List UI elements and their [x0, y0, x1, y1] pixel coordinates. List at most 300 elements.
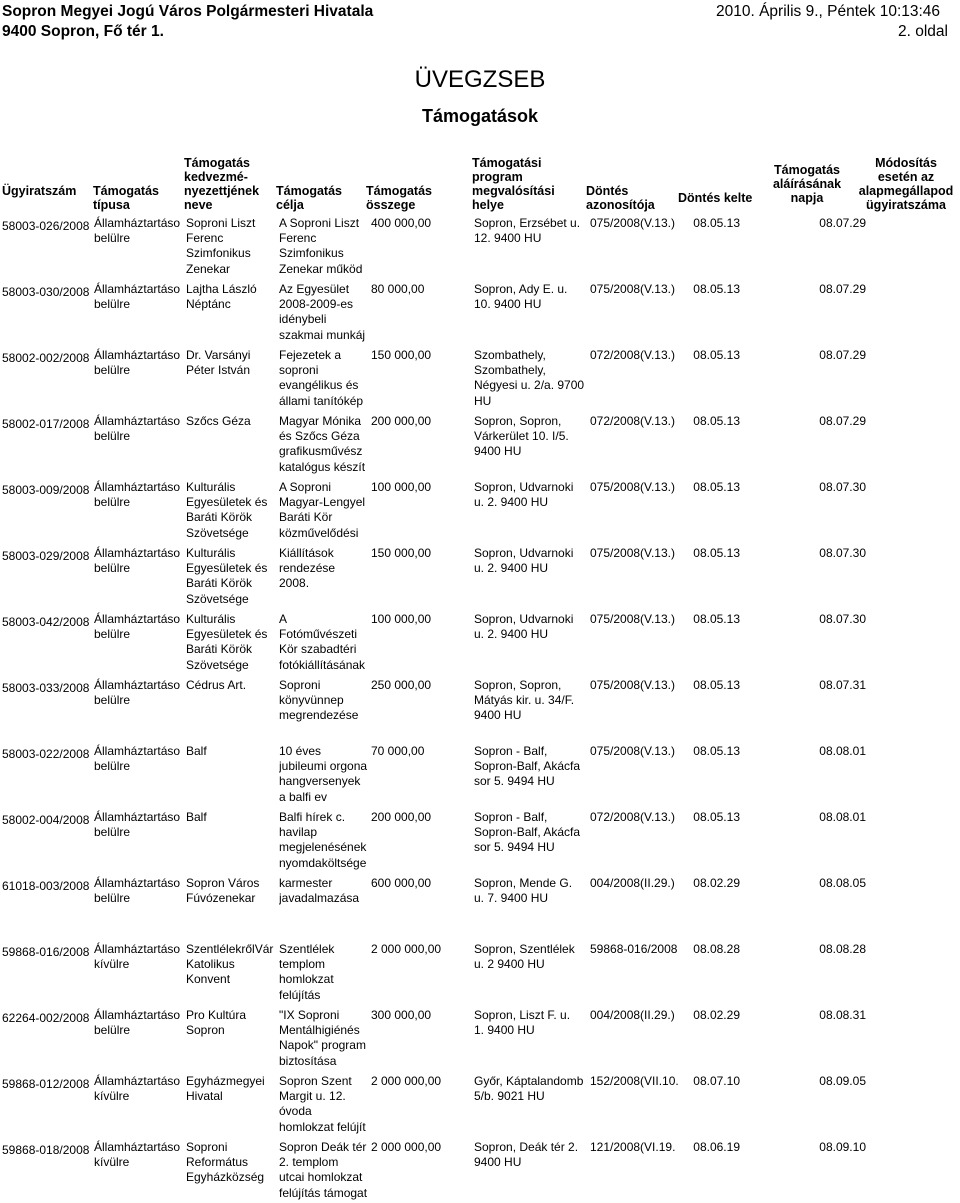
- cell-line: 004/2008(II.29.): [590, 876, 675, 890]
- cell-line: Szövetsége: [186, 657, 249, 672]
- cell-line: Államháztartáso: [94, 876, 181, 890]
- cell-decision-date: [690, 546, 740, 561]
- cell-support-type: [94, 216, 186, 246]
- cell-line: Kulturális: [186, 480, 236, 494]
- cell-line: u. 2. 9400 HU: [474, 627, 549, 642]
- cell-location: [474, 480, 588, 510]
- cell-line: 58003-022/2008: [2, 747, 90, 761]
- cell-line: 5/b. 9021 HU: [474, 1089, 545, 1104]
- cell-purpose: [279, 480, 371, 541]
- cell-location: [474, 876, 588, 906]
- cell-line: havilap: [279, 825, 318, 840]
- cell-amount: [371, 678, 471, 693]
- cell-recipient: [186, 282, 278, 312]
- cell-line: Sopron, Erzsébet u.: [474, 216, 581, 230]
- cell-line: 59868-016/2008: [2, 945, 90, 959]
- cell-location: [474, 1074, 588, 1104]
- cell-case-number: [2, 813, 98, 828]
- cell-signing-date: [780, 282, 866, 297]
- cell-line: 58003-026/2008: [2, 219, 90, 233]
- cell-support-type: [94, 414, 186, 444]
- cell-purpose: [279, 744, 371, 805]
- cell-line: Sopron Deák tér: [279, 1140, 367, 1154]
- cell-line: idénybeli: [279, 312, 327, 327]
- cell-line: belülre: [94, 297, 131, 312]
- cell-line: 08.08.28: [819, 942, 866, 956]
- cell-decision-id: [590, 282, 690, 297]
- col-header-decision: Döntés azonosítója: [586, 184, 655, 212]
- cell-signing-date: [780, 414, 866, 429]
- cell-line: Balf: [186, 810, 207, 824]
- cell-line: 08.08.01: [819, 744, 866, 758]
- cell-line: belülre: [94, 231, 131, 246]
- cell-line: 08.09.05: [819, 1074, 866, 1088]
- cell-line: 08.02.29: [693, 876, 740, 890]
- cell-line: 59868-016/2008: [590, 942, 678, 956]
- cell-purpose: [279, 612, 371, 673]
- cell-location: [474, 216, 588, 246]
- cell-line: Sopron, Udvarnoki: [474, 546, 574, 560]
- cell-amount: [371, 612, 471, 627]
- cell-support-type: [94, 546, 186, 576]
- cell-line: u. 2. 9400 HU: [474, 495, 549, 510]
- cell-line: és Szőcs Géza: [279, 429, 360, 444]
- cell-line: 08.07.30: [819, 612, 866, 626]
- cell-line: 08.08.28: [693, 942, 740, 956]
- cell-line: Sopron - Balf,: [474, 744, 548, 758]
- cell-line: 80 000,00: [371, 282, 425, 296]
- cell-line: 08.06.19: [693, 1140, 740, 1154]
- cell-line: Napok" program: [279, 1038, 366, 1053]
- cell-line: 075/2008(V.13.): [590, 216, 675, 230]
- cell-line: 072/2008(V.13.): [590, 810, 675, 824]
- cell-line: belülre: [94, 759, 131, 774]
- cell-line: megrendezése: [279, 708, 359, 723]
- cell-line: 200 000,00: [371, 810, 432, 824]
- cell-line: 100 000,00: [371, 480, 432, 494]
- cell-location: [474, 678, 588, 724]
- cell-line: 300 000,00: [371, 1008, 432, 1022]
- cell-line: Sopron - Balf,: [474, 810, 548, 824]
- cell-line: Sopron: [186, 1023, 225, 1038]
- cell-decision-date: [690, 1074, 740, 1089]
- cell-decision-id: [590, 744, 690, 759]
- org-name: Sopron Megyei Jogú Város Polgármesteri Hivatala: [2, 3, 374, 20]
- cell-decision-id: [590, 1074, 690, 1089]
- cell-line: homlokzat felújít: [279, 1119, 366, 1134]
- cell-line: 2. templom: [279, 1155, 339, 1170]
- cell-line: Magyar Mónika: [279, 414, 362, 428]
- cell-case-number: [2, 747, 98, 762]
- cell-line: 200 000,00: [371, 414, 432, 428]
- cell-line: Református: [186, 1155, 249, 1170]
- cell-support-type: [94, 678, 186, 708]
- cell-decision-id: [590, 942, 690, 957]
- cell-line: 100 000,00: [371, 612, 432, 626]
- cell-line: Államháztartáso: [94, 678, 181, 692]
- col-header-id: Ügyiratszám: [2, 184, 77, 198]
- cell-line: 58003-030/2008: [2, 285, 90, 299]
- cell-amount: [371, 876, 471, 891]
- cell-recipient: [186, 480, 278, 541]
- cell-decision-id: [590, 546, 690, 561]
- cell-recipient: [186, 348, 278, 378]
- cell-line: 152/2008(VII.10.: [590, 1074, 679, 1088]
- cell-decision-id: [590, 876, 690, 891]
- cell-line: Kiállítások: [279, 546, 334, 560]
- cell-line: 075/2008(V.13.): [590, 546, 675, 560]
- cell-line: 9400 HU: [474, 1155, 522, 1170]
- cell-line: 9400 HU: [474, 708, 522, 723]
- cell-line: Sopron, Udvarnoki: [474, 480, 574, 494]
- cell-signing-date: [780, 942, 866, 957]
- page-subtitle: Támogatások: [421, 106, 539, 126]
- cell-line: Várkerület 10. I/5.: [474, 429, 569, 444]
- cell-signing-date: [780, 546, 866, 561]
- cell-line: SzentlélekrőlVár: [186, 942, 274, 956]
- cell-line: Államháztartáso: [94, 348, 181, 362]
- cell-line: Kulturális: [186, 612, 236, 626]
- cell-line: Kulturális: [186, 546, 236, 560]
- cell-line: 08.07.30: [819, 480, 866, 494]
- cell-line: belülre: [94, 1023, 131, 1038]
- cell-line: 150 000,00: [371, 546, 432, 560]
- cell-line: Szimfonikus: [186, 246, 251, 261]
- cell-signing-date: [780, 1008, 866, 1023]
- cell-location: [474, 1008, 588, 1038]
- cell-purpose: [279, 1074, 371, 1135]
- cell-line: 2008-2009-es: [279, 297, 354, 312]
- cell-purpose: [279, 678, 371, 724]
- cell-recipient: [186, 678, 278, 693]
- cell-amount: [371, 1008, 471, 1023]
- cell-line: Konvent: [186, 972, 231, 987]
- cell-amount: [371, 1140, 471, 1155]
- cell-line: 70 000,00: [371, 744, 425, 758]
- cell-line: Mátyás kir. u. 34/F.: [474, 693, 575, 708]
- cell-line: 075/2008(V.13.): [590, 480, 675, 494]
- cell-decision-id: [590, 348, 690, 363]
- cell-line: 08.05.13: [693, 282, 740, 296]
- cell-line: 08.07.10: [693, 1074, 740, 1088]
- cell-line: 08.05.13: [693, 744, 740, 758]
- cell-amount: [371, 1074, 471, 1089]
- cell-recipient: [186, 414, 278, 429]
- cell-recipient: [186, 942, 278, 988]
- cell-decision-date: [690, 480, 740, 495]
- cell-recipient: [186, 216, 278, 277]
- cell-line: 08.07.29: [819, 216, 866, 230]
- cell-case-number: [2, 615, 98, 630]
- cell-line: szakmai munkáj: [279, 327, 366, 342]
- cell-line: u. 7. 9400 HU: [474, 891, 549, 906]
- cell-recipient: [186, 612, 278, 673]
- cell-support-type: [94, 612, 186, 642]
- cell-line: 10. 9400 HU: [474, 297, 542, 312]
- cell-decision-id: [590, 1008, 690, 1023]
- cell-line: utcai homlokzat: [279, 1170, 363, 1185]
- cell-support-type: [94, 480, 186, 510]
- cell-line: Négyesi u. 2/a. 9700: [474, 378, 585, 393]
- cell-purpose: [279, 282, 371, 343]
- col-header-location: Támogatási program megvalósítási helye: [472, 156, 555, 212]
- cell-purpose: [279, 1008, 371, 1069]
- cell-line: kívülre: [94, 957, 130, 972]
- cell-line: Szövetsége: [186, 591, 249, 606]
- cell-line: u. 2 9400 HU: [474, 957, 545, 972]
- cell-line: Államháztartáso: [94, 1140, 181, 1154]
- cell-recipient: [186, 1074, 278, 1104]
- cell-line: rendezése: [279, 561, 336, 576]
- cell-line: Sopron, Ady E. u.: [474, 282, 568, 296]
- cell-signing-date: [780, 216, 866, 231]
- cell-recipient: [186, 1008, 278, 1038]
- cell-line: Fotóművészeti: [279, 627, 358, 642]
- cell-line: homlokzat: [279, 972, 334, 987]
- cell-line: Pro Kultúra: [186, 1008, 247, 1022]
- cell-line: kívülre: [94, 1155, 130, 1170]
- col-header-modification: Módosítás esetén az alapmegállapod ügyiratszáma: [858, 156, 954, 212]
- cell-line: Hivatal: [186, 1089, 223, 1104]
- cell-decision-id: [590, 1140, 690, 1155]
- cell-line: templom: [279, 957, 326, 972]
- cell-amount: [371, 282, 471, 297]
- cell-decision-date: [690, 876, 740, 891]
- cell-line: 121/2008(VI.19.: [590, 1140, 676, 1154]
- cell-line: soproni: [279, 363, 319, 378]
- cell-line: 58002-017/2008: [2, 417, 90, 431]
- cell-line: A Soproni: [279, 480, 332, 494]
- cell-support-type: [94, 744, 186, 774]
- cell-line: 08.07.29: [819, 348, 866, 362]
- cell-amount: [371, 546, 471, 561]
- col-header-amount: Támogatás összege: [366, 184, 432, 212]
- cell-decision-date: [690, 282, 740, 297]
- cell-recipient: [186, 546, 278, 607]
- cell-line: 10 éves: [279, 744, 322, 758]
- cell-purpose: [279, 546, 371, 592]
- cell-line: 2 000 000,00: [371, 942, 442, 956]
- cell-signing-date: [780, 810, 866, 825]
- cell-location: [474, 414, 588, 460]
- cell-line: fotókiállításának: [279, 657, 366, 672]
- cell-line: 2 000 000,00: [371, 1140, 442, 1154]
- print-datetime: 2010. Április 9., Péntek 10:13:46: [716, 3, 941, 20]
- cell-location: [474, 348, 588, 409]
- cell-line: Fúvózenekar: [186, 891, 256, 906]
- cell-line: 075/2008(V.13.): [590, 282, 675, 296]
- cell-recipient: [186, 744, 278, 759]
- cell-line: 400 000,00: [371, 216, 432, 230]
- col-header-purpose: Támogatás célja: [276, 184, 342, 212]
- cell-line: 08.05.13: [693, 348, 740, 362]
- cell-line: Baráti Kör: [279, 510, 333, 525]
- cell-signing-date: [780, 876, 866, 891]
- cell-line: belülre: [94, 891, 131, 906]
- cell-line: Sopron, Liszt F. u.: [474, 1008, 571, 1022]
- cell-line: belülre: [94, 495, 131, 510]
- cell-support-type: [94, 942, 186, 972]
- cell-case-number: [2, 1143, 98, 1158]
- cell-line: felújítás: [279, 987, 321, 1002]
- cell-amount: [371, 810, 471, 825]
- cell-line: 08.07.30: [819, 546, 866, 560]
- cell-line: Államháztartáso: [94, 612, 181, 626]
- cell-purpose: [279, 414, 371, 475]
- cell-line: Soproni: [279, 678, 321, 692]
- cell-case-number: [2, 945, 98, 960]
- cell-line: Sopron, Szentlélek: [474, 942, 575, 956]
- cell-line: 58003-042/2008: [2, 615, 90, 629]
- cell-line: Szövetsége: [186, 525, 249, 540]
- cell-case-number: [2, 549, 98, 564]
- cell-line: Államháztartáso: [94, 546, 181, 560]
- cell-line: Szentlélek: [279, 942, 335, 956]
- org-address: 9400 Sopron, Fő tér 1.: [2, 23, 164, 40]
- cell-support-type: [94, 876, 186, 906]
- cell-decision-date: [690, 1140, 740, 1155]
- cell-line: 08.08.31: [819, 1008, 866, 1022]
- cell-decision-date: [690, 942, 740, 957]
- cell-line: katalógus készít: [279, 459, 366, 474]
- cell-line: Sopron Szent: [279, 1074, 352, 1088]
- cell-case-number: [2, 285, 98, 300]
- cell-decision-date: [690, 1008, 740, 1023]
- cell-line: 58003-033/2008: [2, 681, 90, 695]
- cell-line: belülre: [94, 429, 131, 444]
- cell-line: evangélikus és: [279, 378, 359, 393]
- cell-line: Fejezetek a: [279, 348, 342, 362]
- cell-support-type: [94, 810, 186, 840]
- cell-line: 08.07.29: [819, 414, 866, 428]
- col-header-signing: Támogatás aláírásának napja: [772, 163, 842, 205]
- cell-line: 08.07.29: [819, 282, 866, 296]
- cell-amount: [371, 744, 471, 759]
- cell-line: belülre: [94, 825, 131, 840]
- cell-line: Szimfonikus: [279, 246, 344, 261]
- cell-line: Sopron-Balf, Akácfa: [474, 825, 581, 840]
- cell-line: 075/2008(V.13.): [590, 678, 675, 692]
- col-header-type: Támogatás típusa: [93, 184, 159, 212]
- cell-case-number: [2, 219, 98, 234]
- cell-line: 075/2008(V.13.): [590, 612, 675, 626]
- cell-line: Sopron, Udvarnoki: [474, 612, 574, 626]
- col-header-recipient: Támogatás kedvezmé- nyezettjének neve: [184, 156, 260, 212]
- cell-line: Szombathely,: [474, 363, 546, 378]
- cell-decision-id: [590, 678, 690, 693]
- cell-line: 12. 9400 HU: [474, 231, 542, 246]
- cell-line: A Soproni Liszt: [279, 216, 360, 230]
- cell-line: Soproni Liszt: [186, 216, 256, 230]
- cell-purpose: [279, 348, 371, 409]
- cell-decision-date: [690, 612, 740, 627]
- cell-line: Államháztartáso: [94, 942, 181, 956]
- cell-line: 072/2008(V.13.): [590, 348, 675, 362]
- cell-decision-id: [590, 612, 690, 627]
- cell-line: Államháztartáso: [94, 744, 181, 758]
- cell-signing-date: [780, 612, 866, 627]
- cell-line: belülre: [94, 693, 131, 708]
- cell-line: Lajtha László: [186, 282, 257, 296]
- cell-case-number: [2, 1077, 98, 1092]
- cell-line: Sopron, Mende G.: [474, 876, 573, 890]
- cell-line: Baráti Körök: [186, 642, 253, 657]
- cell-location: [474, 282, 588, 312]
- cell-line: Dr. Varsányi: [186, 348, 251, 362]
- cell-amount: [371, 348, 471, 363]
- cell-line: 08.05.13: [693, 414, 740, 428]
- cell-line: Mentálhigiénés: [279, 1023, 360, 1038]
- cell-decision-date: [690, 678, 740, 693]
- cell-line: 58002-002/2008: [2, 351, 90, 365]
- cell-line: Egyházközség: [186, 1170, 265, 1185]
- cell-line: 08.05.13: [693, 216, 740, 230]
- cell-case-number: [2, 483, 98, 498]
- cell-signing-date: [780, 1140, 866, 1155]
- cell-line: 08.05.13: [693, 810, 740, 824]
- cell-case-number: [2, 879, 98, 894]
- cell-location: [474, 1140, 588, 1170]
- cell-purpose: [279, 1140, 371, 1201]
- cell-line: 08.08.01: [819, 810, 866, 824]
- cell-line: belülre: [94, 627, 131, 642]
- cell-line: 1. 9400 HU: [474, 1023, 535, 1038]
- cell-signing-date: [780, 1074, 866, 1089]
- cell-line: Zenekar működ: [279, 261, 363, 276]
- cell-line: 08.02.29: [693, 1008, 740, 1022]
- cell-line: Margit u. 12.: [279, 1089, 346, 1104]
- cell-line: állami tanítókép: [279, 393, 364, 408]
- cell-line: Soproni: [186, 1140, 228, 1154]
- cell-line: felújítás támogat: [279, 1185, 368, 1200]
- cell-line: 08.05.13: [693, 678, 740, 692]
- cell-line: belülre: [94, 363, 131, 378]
- cell-line: Cédrus Art.: [186, 678, 247, 692]
- cell-case-number: [2, 681, 98, 696]
- cell-purpose: [279, 216, 371, 277]
- cell-line: 58002-004/2008: [2, 813, 90, 827]
- cell-decision-date: [690, 810, 740, 825]
- cell-line: közművelődési: [279, 525, 359, 540]
- cell-line: 9400 HU: [474, 444, 522, 459]
- cell-line: karmester: [279, 876, 333, 890]
- cell-purpose: [279, 810, 371, 871]
- cell-line: Szombathely,: [474, 348, 546, 362]
- cell-purpose: [279, 876, 371, 906]
- cell-signing-date: [780, 480, 866, 495]
- col-header-date: Döntés kelte: [678, 191, 753, 205]
- cell-line: Államháztartáso: [94, 216, 181, 230]
- cell-location: [474, 942, 588, 972]
- cell-line: 61018-003/2008: [2, 879, 90, 893]
- cell-line: 600 000,00: [371, 876, 432, 890]
- cell-line: belülre: [94, 561, 131, 576]
- cell-line: Sopron, Deák tér 2.: [474, 1140, 579, 1154]
- cell-line: Néptánc: [186, 297, 231, 312]
- cell-recipient: [186, 1140, 278, 1186]
- cell-line: Baráti Körök: [186, 576, 253, 591]
- cell-line: megjelenésének: [279, 840, 367, 855]
- cell-decision-date: [690, 348, 740, 363]
- cell-case-number: [2, 351, 98, 366]
- cell-line: 08.05.13: [693, 612, 740, 626]
- page-number: 2. oldal: [898, 23, 948, 40]
- cell-line: Zenekar: [186, 261, 231, 276]
- cell-line: sor 5. 9494 HU: [474, 840, 555, 855]
- cell-location: [474, 744, 588, 790]
- cell-signing-date: [780, 348, 866, 363]
- cell-support-type: [94, 1074, 186, 1104]
